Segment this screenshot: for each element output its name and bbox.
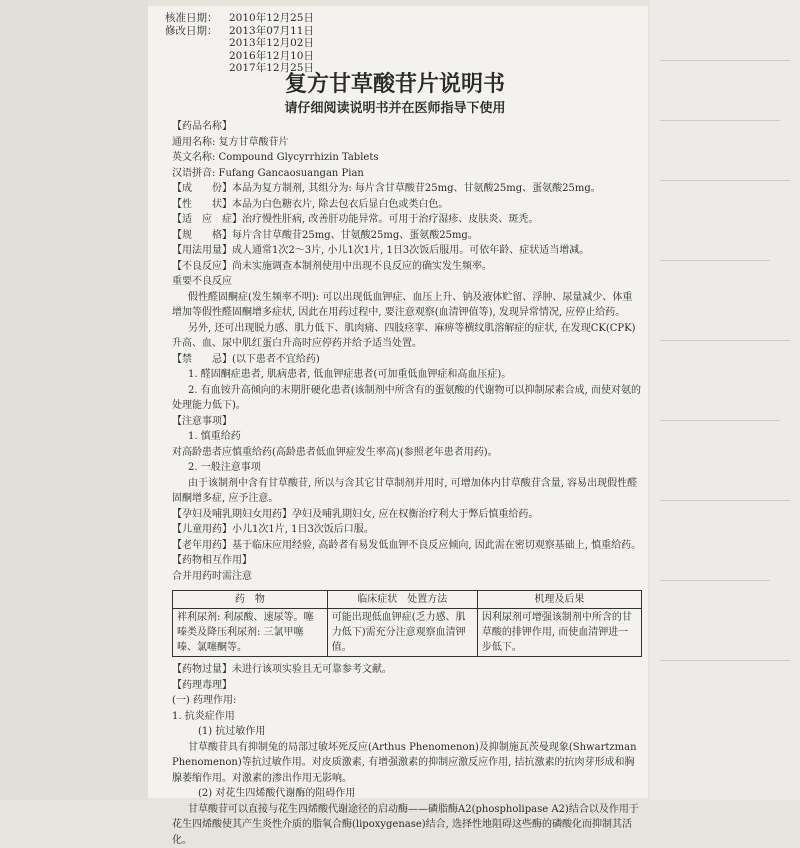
- serious-adverse-header: 重要不良反应: [172, 274, 642, 290]
- geriatric-use: 【老年用药】基于临床应用经验, 高龄者有易发低血钾不良反应倾向, 因此需在密切观察基础上, 慎重给药。: [172, 538, 642, 554]
- table-cell: 因利尿剂可增强该制剂中所含的甘草酸的排钾作用, 而使血清钾进一步低下。: [477, 609, 641, 657]
- pediatric-use: 【儿童用药】小儿1次1片, 1日3次饭后口服。: [172, 522, 642, 538]
- anti-allergy-heading: (1) 抗过敏作用: [172, 724, 642, 740]
- modified-date: 2016年12月10日: [229, 50, 314, 62]
- arachidonic-heading: (2) 对花生四烯酸代谢酶的阻碍作用: [172, 786, 642, 802]
- contraindications-header: 【禁 忌】(以下患者不宜给药): [172, 352, 642, 368]
- ingredients: 【成 份】本品为复方制剂, 其组分为: 每片含甘草酸苷25mg、甘氨酸25mg、蛋氨酸25mg。: [172, 181, 642, 197]
- interactions-header: 【药物相互作用】: [172, 553, 642, 569]
- document-subtitle: 请仔细阅读说明书并在医师指导下使用: [160, 97, 630, 116]
- table-header: 药 物: [173, 591, 328, 609]
- precaution-subheading: 1. 慎重给药: [172, 429, 642, 445]
- interactions-intro: 合并用药时需注意: [172, 569, 642, 585]
- dosage: 【用法用量】成人通常1次2～3片, 小儿1次1片, 1日3次饭后服用。可依年龄、症状适当增减。: [172, 243, 642, 259]
- appearance: 【性 状】本品为白色糖衣片, 除去包衣后显白色或类白色。: [172, 197, 642, 213]
- table-header: 临床症状 处置方法: [327, 591, 477, 609]
- drug-name-header: 【药品名称】: [172, 119, 642, 135]
- generic-name: 通用名称: 复方甘草酸苷片: [172, 135, 642, 151]
- precautions-header: 【注意事项】: [172, 414, 642, 430]
- table-header-row: [173, 591, 642, 609]
- table-row: [173, 609, 642, 657]
- anti-inflammatory-heading: 1. 抗炎症作用: [172, 709, 642, 725]
- pinyin-name: 汉语拼音: Fufang Gancaosuangan Pian: [172, 166, 642, 182]
- modified-date-label: 修改日期：: [165, 25, 229, 38]
- contraindication-item: 2. 有血铵升高倾向的末期肝硬化患者(该制剂中所含有的蛋氨酸的代谢物可以抑制尿素合成, 而使对氨的处理能力低下)。: [172, 383, 642, 414]
- table-cell: 可能出现低血钾症(乏力感、肌力低下)需充分注意观察血清钾值。: [327, 609, 477, 657]
- pregnancy-use: 【孕妇及哺乳期妇女用药】孕妇及哺乳期妇女, 应在权衡治疗利大于弊后慎重给药。: [172, 507, 642, 523]
- serious-adverse-text: 假性醛固酮症(发生频率不明): 可以出现低血钾症、血压上升、钠及液体贮留、浮肿、尿量减少、体重增加等假性醛固酮增多症状, 因此在用药过程中, 要注意观察(血清钾值等), 发现异常情况, 应停止给药。: [172, 290, 642, 321]
- document-title: 复方甘草酸苷片说明书: [160, 67, 630, 98]
- anti-allergy-text: 甘草酸苷具有抑制兔的局部过敏坏死反应(Arthus Phenomenon)及抑制施瓦茨曼现象(Shwartzman Phenomenon)等抗过敏作用。对皮质激素, 有增强激素的抑制应激反应作用, 拮抗激素的抗肉芽形成和胸腺萎缩作用。对激素的渗出作用无影响。: [172, 740, 642, 787]
- indications: 【适 应 症】治疗慢性肝病, 改善肝功能异常。可用于治疗湿疹、皮肤炎、斑秃。: [172, 212, 642, 228]
- approved-date: 2010年12月25日: [229, 12, 314, 24]
- precaution-subheading: 2. 一般注意事项: [172, 460, 642, 476]
- interaction-table: [172, 590, 642, 657]
- english-name: 英文名称: Compound Glycyrrhizin Tablets: [172, 150, 642, 166]
- adjacent-page-shadow: [650, 0, 800, 800]
- revision-dates: [165, 12, 314, 75]
- contraindication-item: 1. 醛固酮症患者, 肌病患者, 低血钾症患者(可加重低血钾症和高血压症)。: [172, 367, 642, 383]
- arachidonic-text: 甘草酸苷可以直接与花生四烯酸代谢途径的启动酶——磷脂酶A2(phospholipase A2)结合以及作用于花生四烯酸使其产生炎性介质的脂氧合酶(lipoxygenase)结合, 选择性地阻碍这些酶的磷酸化而抑制其活化。: [172, 802, 642, 848]
- leaflet-body: [172, 119, 642, 848]
- table-cell: 袢利尿剂: 利尿酸、速尿等。噻嗪类及降压利尿剂: 三氯甲噻嗪、氯噻酮等。: [173, 609, 328, 657]
- serious-adverse-text: 另外, 还可出现脱力感、肌力低下、肌肉痛、四肢痉挛、麻痹等横纹肌溶解症的症状, 在发现CK(CPK)升高、血、尿中肌红蛋白升高时应停药并给予适当处置。: [172, 321, 642, 352]
- background-left: [0, 0, 148, 800]
- approved-date-label: 核准日期：: [165, 12, 229, 25]
- specification: 【规 格】每片含甘草酸苷25mg、甘氨酸25mg、蛋氨酸25mg。: [172, 228, 642, 244]
- table-header: 机理及后果: [477, 591, 641, 609]
- pharmacology-subheading: (一) 药理作用:: [172, 693, 642, 709]
- adverse-reactions: 【不良反应】尚未实施调查本制剂使用中出现不良反应的确实发生频率。: [172, 259, 642, 275]
- modified-date: 2013年07月11日: [229, 25, 314, 37]
- modified-date: 2017年12月25日: [229, 62, 314, 74]
- overdose: 【药物过量】未进行该项实验且无可靠参考文献。: [172, 662, 642, 678]
- precaution-text: 对高龄患者应慎重给药(高龄患者低血钾症发生率高)(参照老年患者用药)。: [172, 445, 642, 461]
- precaution-text: 由于该制剂中含有甘草酸苷, 所以与含其它甘草制剂并用时, 可增加体内甘草酸苷含量, 容易出现假性醛固酮增多症, 应予注意。: [172, 476, 642, 507]
- modified-date: 2013年12月02日: [229, 37, 314, 49]
- pharmacology-header: 【药理毒理】: [172, 678, 642, 694]
